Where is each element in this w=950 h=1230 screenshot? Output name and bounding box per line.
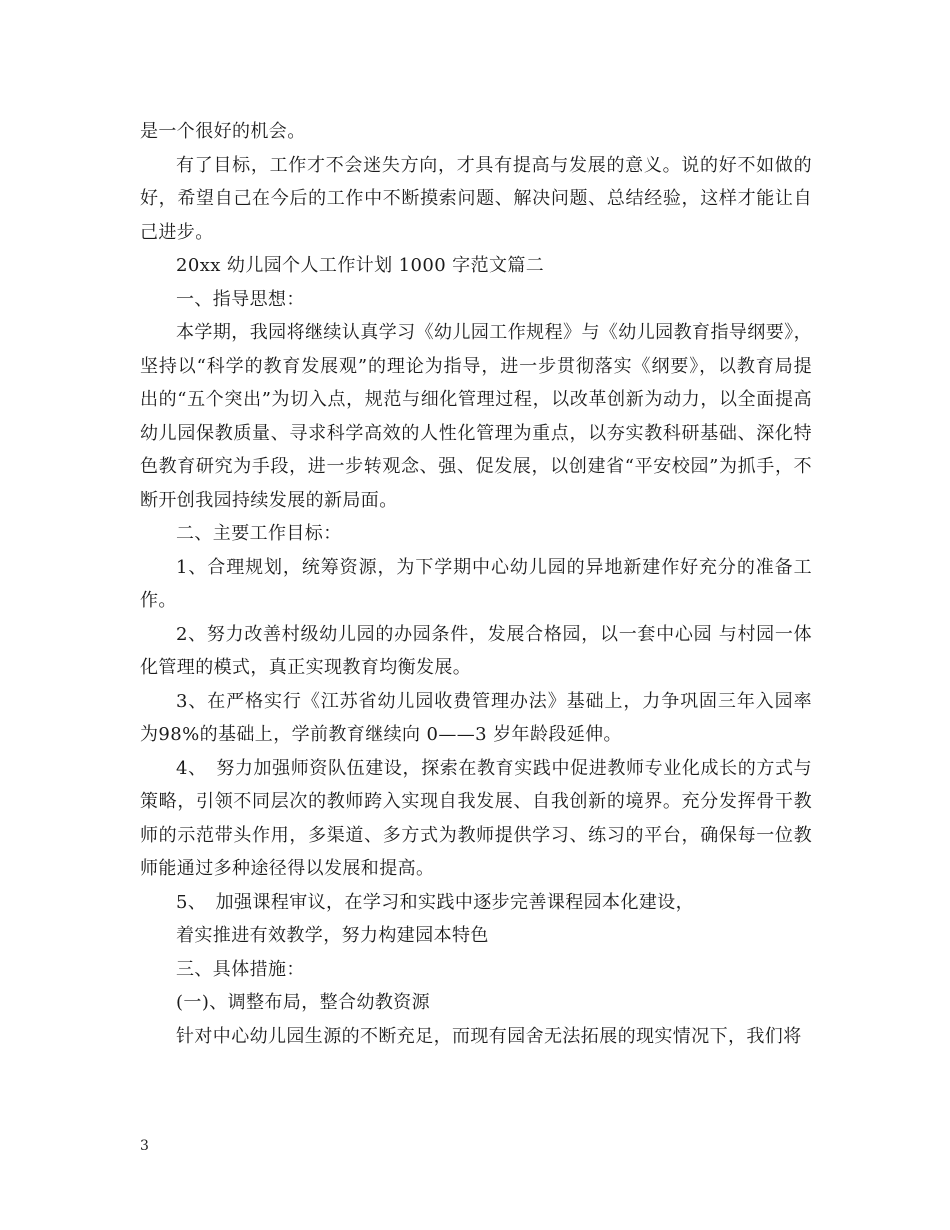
paragraph: 本学期，我园将继续认真学习《幼儿园工作规程》与《幼儿园教育指导纲要》，坚持以“科学的教育发展观”的理论为指导，进一步贯彻落实《纲要》，以教育局提出的“五个突出”为切入点，规范与细化管理过程，以改革创新为动力，以全面提高幼儿园保教质量、寻求科学高效的人性化管理为重点，以夯实教科研基础、深化特色教育研究为手段，进一步转观念、强、促发展，以创建省“平安校园”为抓手，不断开创我园持续发展的新局面。: [140, 322, 812, 511]
paragraph: 是一个很好的机会。: [140, 121, 306, 142]
section-title: 20xx 幼儿园个人工作计划 1000 字范文篇二: [176, 255, 545, 276]
page-number: 3: [140, 1138, 149, 1154]
heading-main-goals: 二、主要工作目标：: [176, 523, 342, 544]
list-item: 3、在严格实行《江苏省幼儿园收费管理办法》基础上，力争巩固三年入园率为98%的基础上，学前教育继续向 0——3 岁年龄段延伸。: [140, 690, 812, 745]
heading-specific-measures: 三、具体措施：: [176, 958, 305, 980]
list-item: 4、 努力加强师资队伍建设，探索在教育实践中促进教师专业化成长的方式与策略，引领不同层次的教师跨入实现自我发展、自我创新的境界。充分发挥骨干教师的示范带头作用，多渠道、多方式为教师提供学习、练习的平台，确保每一位教师能通过多种途径得以发展和提高。: [140, 757, 812, 879]
heading-guiding-ideology: 一、指导思想：: [176, 288, 305, 310]
list-item: 5、 加强课程审议，在学习和实践中逐步完善课程园本化建设，: [176, 891, 695, 913]
paragraph: 有了目标，工作才不会迷失方向，才具有提高与发展的意义。说的好不如做的好，希望自己在今后的工作中不断摸索问题、解决问题、总结经验，这样才能让自己进步。: [140, 154, 812, 243]
subheading: (一)、调整布局，整合幼教资源: [176, 992, 431, 1013]
paragraph: 针对中心幼儿园生源的不断充足，而现有园舍无法拓展的现实情况下，我们将: [176, 1025, 802, 1047]
list-item: 1、合理规划，统筹资源，为下学期中心幼儿园的异地新建作好充分的准备工作。: [140, 556, 812, 611]
body-text: [140, 115, 812, 1053]
list-item: 2、努力改善村级幼儿园的办园条件，发展合格园，以一套中心园 与村园一体化管理的模式，真正实现教育均衡发展。: [140, 623, 812, 678]
paragraph: 着实推进有效教学，努力构建园本特色: [176, 925, 489, 946]
